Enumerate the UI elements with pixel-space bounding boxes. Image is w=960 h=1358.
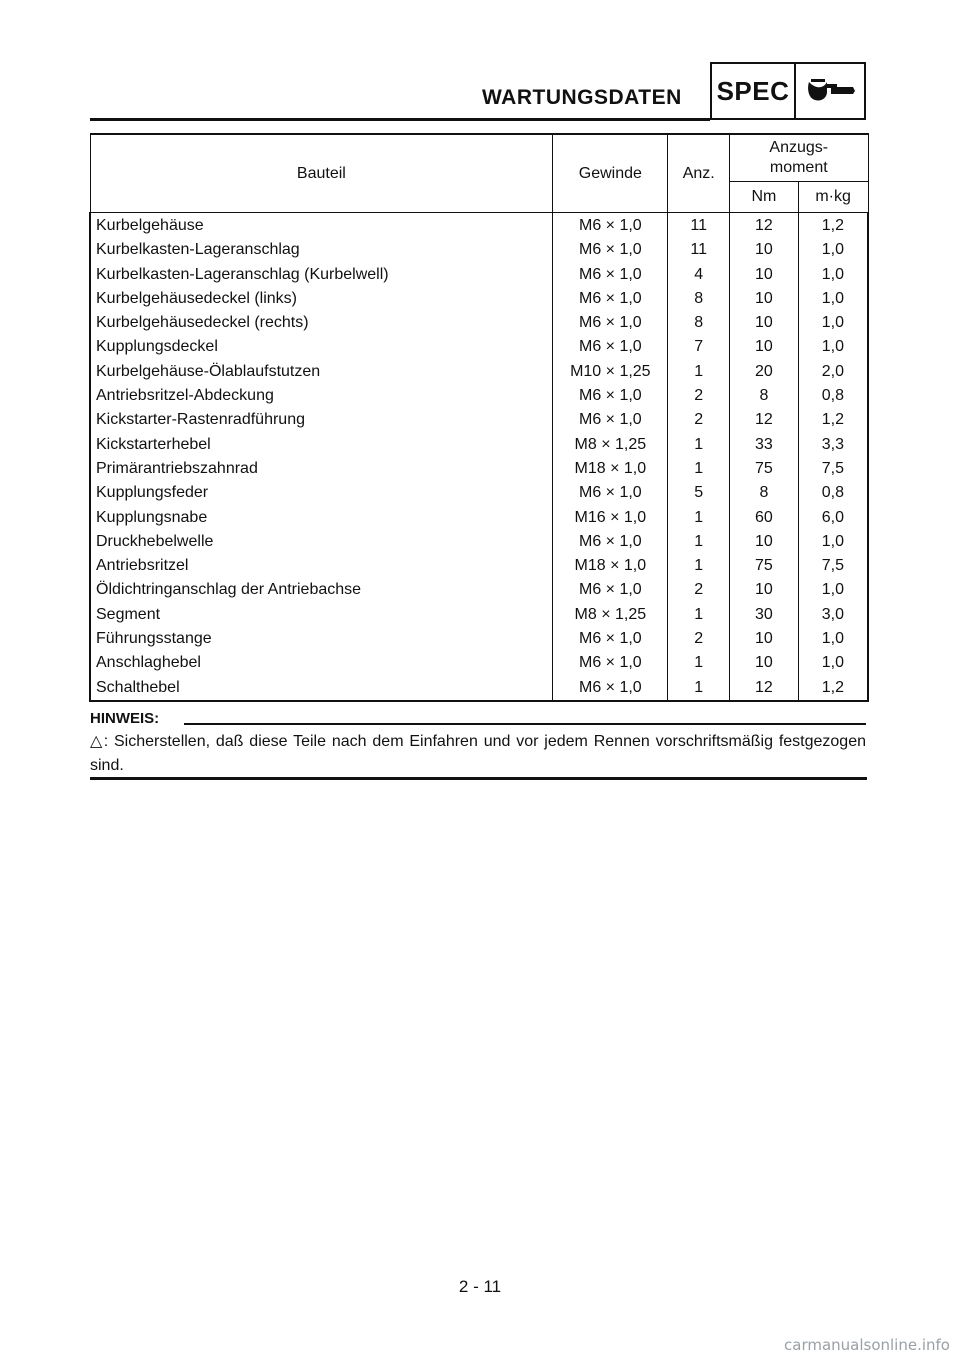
- cell-mkg: 6,0: [798, 506, 868, 530]
- cell-mkg: 0,8: [798, 481, 868, 505]
- table-row: [90, 311, 868, 335]
- page-number: 2 - 11: [458, 1277, 502, 1296]
- cell-qty: 2: [668, 578, 730, 602]
- cell-thread: M6 × 1,0: [553, 676, 668, 701]
- cell-qty: 1: [668, 530, 730, 554]
- header-divider: [90, 118, 710, 121]
- cell-mkg: 7,5: [798, 554, 868, 578]
- table-row: [90, 384, 868, 408]
- cell-thread: M18 × 1,0: [553, 457, 668, 481]
- table-row: [90, 433, 868, 457]
- cell-qty: 1: [668, 506, 730, 530]
- cell-qty: 1: [668, 603, 730, 627]
- cell-thread: M6 × 1,0: [553, 263, 668, 287]
- column-header-part: Bauteil: [90, 134, 553, 213]
- cell-nm: 10: [730, 263, 799, 287]
- table-row: [90, 238, 868, 262]
- cell-thread: M6 × 1,0: [553, 408, 668, 432]
- cell-part: Kurbelgehäuse-Ölablaufstutzen: [90, 360, 553, 384]
- cell-qty: 11: [668, 238, 730, 262]
- cell-nm: 10: [730, 311, 799, 335]
- cell-qty: 1: [668, 433, 730, 457]
- cell-mkg: 1,0: [798, 627, 868, 651]
- cell-thread: M6 × 1,0: [553, 530, 668, 554]
- cell-nm: 75: [730, 554, 799, 578]
- cell-thread: M6 × 1,0: [553, 651, 668, 675]
- cell-qty: 8: [668, 287, 730, 311]
- cell-thread: M6 × 1,0: [553, 384, 668, 408]
- note-label: HINWEIS:: [90, 710, 160, 727]
- cell-qty: 11: [668, 213, 730, 239]
- cell-part: Kupplungsdeckel: [90, 335, 553, 359]
- cell-nm: 10: [730, 238, 799, 262]
- table-row: [90, 287, 868, 311]
- column-header-nm: Nm: [730, 182, 799, 213]
- cell-qty: 2: [668, 384, 730, 408]
- note-divider: [184, 723, 866, 725]
- cell-part: Führungsstange: [90, 627, 553, 651]
- cell-part: Primärantriebszahnrad: [90, 457, 553, 481]
- cell-thread: M6 × 1,0: [553, 238, 668, 262]
- cell-part: Kurbelkasten-Lageranschlag: [90, 238, 553, 262]
- cell-part: Kurbelgehäusedeckel (rechts): [90, 311, 553, 335]
- cell-mkg: 1,0: [798, 335, 868, 359]
- cell-part: Kupplungsfeder: [90, 481, 553, 505]
- spec-badge: [710, 62, 866, 120]
- cell-mkg: 2,0: [798, 360, 868, 384]
- cell-part: Kickstarter-Rastenradführung: [90, 408, 553, 432]
- cell-part: Kurbelkasten-Lageranschlag (Kurbelwell): [90, 263, 553, 287]
- cell-qty: 1: [668, 651, 730, 675]
- watermark: carmanualsonline.info: [784, 1336, 950, 1354]
- cell-thread: M6 × 1,0: [553, 311, 668, 335]
- column-header-torque: Anzugs- moment: [730, 134, 868, 182]
- table-row: [90, 554, 868, 578]
- cell-nm: 12: [730, 408, 799, 432]
- table-body: [90, 213, 868, 701]
- cell-thread: M6 × 1,0: [553, 578, 668, 602]
- table-row: [90, 335, 868, 359]
- cell-thread: M6 × 1,0: [553, 213, 668, 239]
- cell-mkg: 1,2: [798, 408, 868, 432]
- cell-part: Segment: [90, 603, 553, 627]
- cell-qty: 8: [668, 311, 730, 335]
- cell-part: Antriebsritzel: [90, 554, 553, 578]
- cell-thread: M6 × 1,0: [553, 481, 668, 505]
- table-row: [90, 651, 868, 675]
- cell-thread: M8 × 1,25: [553, 603, 668, 627]
- page-title: WARTUNGSDATEN: [482, 86, 682, 109]
- cell-mkg: 1,0: [798, 311, 868, 335]
- cell-nm: 33: [730, 433, 799, 457]
- cell-qty: 4: [668, 263, 730, 287]
- cell-nm: 10: [730, 651, 799, 675]
- note-text: [90, 730, 866, 778]
- table-row: [90, 213, 868, 239]
- cell-thread: M18 × 1,0: [553, 554, 668, 578]
- table-row: [90, 481, 868, 505]
- triangle-icon: △: [90, 733, 104, 750]
- table-row: [90, 530, 868, 554]
- cell-thread: M6 × 1,0: [553, 627, 668, 651]
- cell-mkg: 3,0: [798, 603, 868, 627]
- cell-qty: 5: [668, 481, 730, 505]
- cell-mkg: 0,8: [798, 384, 868, 408]
- cell-mkg: 1,0: [798, 578, 868, 602]
- table-row: [90, 578, 868, 602]
- cell-thread: M6 × 1,0: [553, 335, 668, 359]
- cell-nm: 12: [730, 676, 799, 701]
- cell-nm: 12: [730, 213, 799, 239]
- cell-part: Schalthebel: [90, 676, 553, 701]
- cell-mkg: 1,2: [798, 676, 868, 701]
- table-row: [90, 603, 868, 627]
- cell-mkg: 1,0: [798, 530, 868, 554]
- cell-nm: 75: [730, 457, 799, 481]
- table-row: [90, 627, 868, 651]
- table-row: [90, 263, 868, 287]
- cell-mkg: 1,2: [798, 213, 868, 239]
- cell-nm: 10: [730, 627, 799, 651]
- cell-mkg: 7,5: [798, 457, 868, 481]
- table-row: [90, 360, 868, 384]
- cell-thread: M16 × 1,0: [553, 506, 668, 530]
- cell-nm: 10: [730, 578, 799, 602]
- wrench-icon: [796, 64, 864, 118]
- cell-mkg: 1,0: [798, 263, 868, 287]
- cell-part: Anschlaghebel: [90, 651, 553, 675]
- cell-part: Kupplungsnabe: [90, 506, 553, 530]
- table-row: [90, 506, 868, 530]
- cell-mkg: 1,0: [798, 651, 868, 675]
- cell-qty: 1: [668, 554, 730, 578]
- note-body: : Sicherstellen, daß diese Teile nach dem Einfahren und vor jedem Rennen vorschriftsmäßig festgezogen sind.: [90, 733, 866, 774]
- column-header-qty: Anz.: [668, 134, 730, 213]
- cell-part: Kickstarterhebel: [90, 433, 553, 457]
- cell-mkg: 1,0: [798, 287, 868, 311]
- cell-nm: 10: [730, 287, 799, 311]
- torque-spec-table: [89, 133, 869, 702]
- note-bottom-divider: [90, 777, 867, 780]
- table-row: [90, 676, 868, 701]
- cell-nm: 8: [730, 384, 799, 408]
- cell-nm: 8: [730, 481, 799, 505]
- cell-qty: 2: [668, 408, 730, 432]
- cell-nm: 60: [730, 506, 799, 530]
- cell-part: Druckhebelwelle: [90, 530, 553, 554]
- table-row: [90, 408, 868, 432]
- cell-qty: 1: [668, 360, 730, 384]
- column-header-mkg: m·kg: [798, 182, 868, 213]
- cell-qty: 7: [668, 335, 730, 359]
- table-row: [90, 457, 868, 481]
- cell-part: Kurbelgehäusedeckel (links): [90, 287, 553, 311]
- cell-qty: 1: [668, 676, 730, 701]
- cell-part: Kurbelgehäuse: [90, 213, 553, 239]
- cell-nm: 20: [730, 360, 799, 384]
- cell-thread: M6 × 1,0: [553, 287, 668, 311]
- cell-nm: 10: [730, 335, 799, 359]
- spec-badge-label: SPEC: [712, 64, 796, 118]
- cell-nm: 10: [730, 530, 799, 554]
- cell-mkg: 1,0: [798, 238, 868, 262]
- cell-thread: M10 × 1,25: [553, 360, 668, 384]
- cell-nm: 30: [730, 603, 799, 627]
- cell-part: Öldichtringanschlag der Antriebachse: [90, 578, 553, 602]
- cell-qty: 1: [668, 457, 730, 481]
- cell-mkg: 3,3: [798, 433, 868, 457]
- cell-thread: M8 × 1,25: [553, 433, 668, 457]
- cell-qty: 2: [668, 627, 730, 651]
- cell-part: Antriebsritzel-Abdeckung: [90, 384, 553, 408]
- column-header-thread: Gewinde: [553, 134, 668, 213]
